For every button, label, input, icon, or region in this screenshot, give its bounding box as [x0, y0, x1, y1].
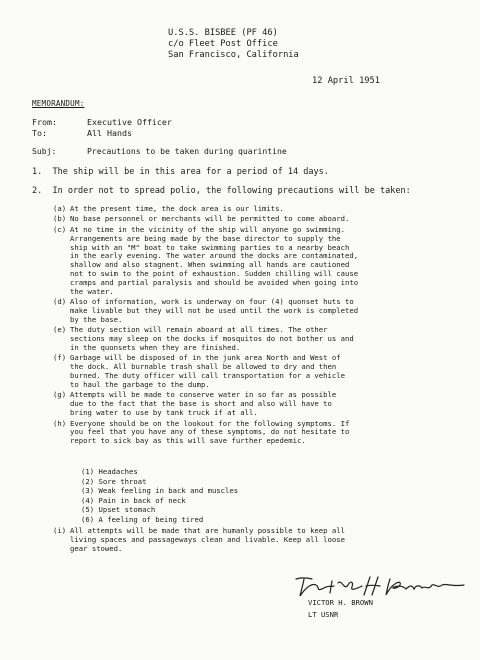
- list-item: (b) No base personnel or merchants will be permitted to come aboard.: [53, 214, 350, 224]
- from-label: From:: [32, 117, 57, 127]
- symptom-item: (1) Headaches: [81, 467, 138, 476]
- symptom-item: (6) A feeling of being tired: [81, 514, 204, 524]
- memo-date: 12 April 1951: [312, 76, 380, 86]
- city: San Francisco, California: [168, 50, 299, 60]
- subject-line: [32, 146, 287, 156]
- paragraph-1: 1. The ship will be in this area for a period of 14 days.: [32, 167, 329, 177]
- from-to-block: [32, 117, 172, 139]
- list-item: (i) All attempts will be made that are humanly possible to keep all living spaces and passageways clean and livable. Keep all loose gear stowed.: [53, 526, 345, 553]
- item-i-block: [53, 527, 473, 554]
- to-value: All Hands: [87, 128, 132, 138]
- precaution-list: [53, 205, 473, 446]
- symptom-item: (4) Pain in back of neck: [81, 495, 186, 505]
- list-item: (g) Attempts will be made to conserve water in so far as possible due to the fact that the base is short and also will have to bring water to use by tank truck if at all.: [53, 390, 337, 418]
- memorandum-heading: MEMORANDUM:: [32, 99, 85, 108]
- signer-name: VICTOR H. BROWN: [308, 598, 373, 607]
- list-item: (a) At the present time, the dock area is our limits.: [53, 204, 284, 213]
- letterhead: [168, 28, 299, 61]
- list-item: (c) At no time in the vicinity of the ship will anyone go swimming. Arrangements are being made by the base director to supply the ship with an "M" boat to take swimming parties to a nearby beach in the early evening. The water around the docks are contaminated, shallow and also stagnent. When swimming all hands are cautioned not to swim to the point of exhaustion. Sudden chilling will cause cramps and partial paralysis and should be avoided when going into the water.: [53, 224, 359, 296]
- subject-value: Precautions to be taken during quarintine: [87, 146, 287, 156]
- paragraph-2: 2. In order not to spread polio, the following precautions will be taken:: [32, 186, 411, 196]
- symptom-item: (2) Sore throat: [81, 476, 147, 486]
- list-item: (d) Also of information, work is underway on four (4) quonset huts to make livable but they will not be used until the work is completed by the base.: [53, 297, 359, 324]
- symptom-list: [81, 467, 238, 525]
- subject-label: Subj:: [32, 146, 57, 156]
- handwritten-signature: [292, 573, 472, 599]
- list-item: (f) Garbage will be disposed of in the junk area North and West of the dock. All burnable trash shall be allowed to dry and then burned. The duty officer will call transportation for a vehicle to haul the garbage to the dump.: [53, 353, 345, 389]
- post-office: c/o Fleet Post Office: [168, 39, 278, 49]
- to-label: To:: [32, 128, 47, 138]
- symptom-item: (3) Weak feeling in back and muscles: [81, 486, 239, 496]
- list-item: (e) The duty section will remain aboard at all times. The other sections may sleep on the docks if mosquitos do not bother us and in the quonsets when they are finished.: [53, 325, 354, 353]
- ship-name: U.S.S. BISBEE (PF 46): [168, 28, 278, 38]
- list-item: (h) Everyone should be on the lookout for the following symptoms. If you feel that you have any of these symptoms, do not hesitate to report to sick bay as this will save further epedemic.: [53, 418, 350, 446]
- signer-block: [308, 597, 373, 621]
- symptom-item: (5) Upset stomach: [81, 505, 156, 515]
- from-value: Executive Officer: [87, 117, 172, 127]
- signer-rank: LT USNR: [308, 610, 339, 619]
